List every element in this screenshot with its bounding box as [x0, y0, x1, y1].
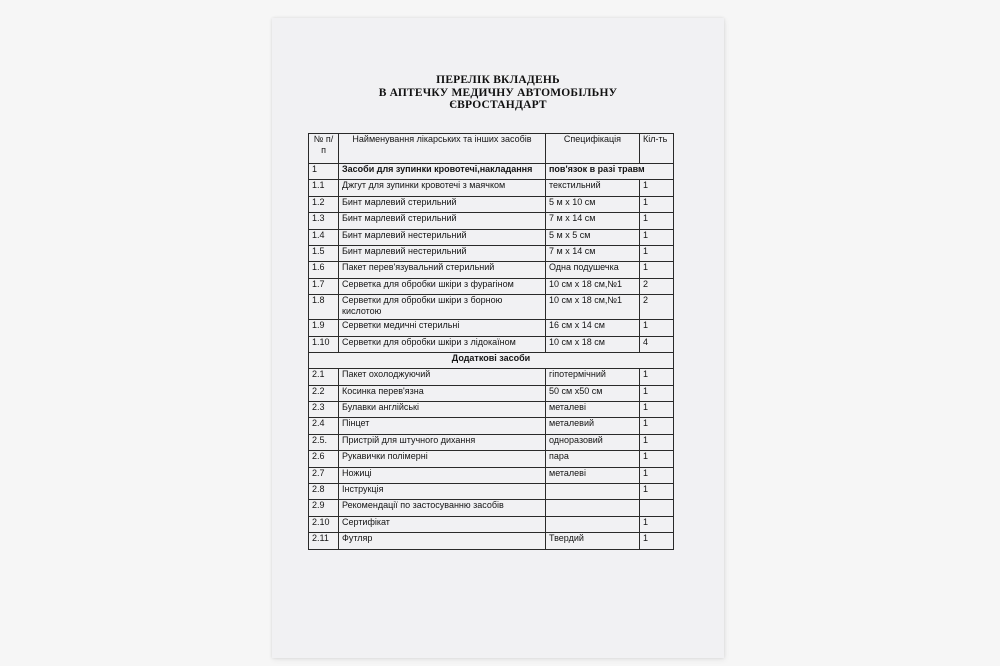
row-qty: 1	[640, 196, 674, 212]
table-row	[309, 418, 674, 434]
row-name: Бинт марлевий стерильний	[339, 196, 546, 212]
table-row	[309, 500, 674, 516]
row-spec: Твердий	[546, 533, 640, 549]
row-qty: 1	[640, 402, 674, 418]
row-num: 2.6	[309, 451, 339, 467]
title-line-1: ПЕРЕЛІК ВКЛАДЕНЬ	[436, 74, 560, 86]
table-row	[309, 320, 674, 336]
row-num: 2.3	[309, 402, 339, 418]
row-name: Пристрій для штучного дихання	[339, 434, 546, 450]
row-qty: 1	[640, 245, 674, 261]
header-name: Найменування лікарських та інших засобів	[339, 134, 546, 164]
row-num: 1.6	[309, 262, 339, 278]
row-name: Пінцет	[339, 418, 546, 434]
row-num: 1.9	[309, 320, 339, 336]
row-name: Футляр	[339, 533, 546, 549]
row-qty: 1	[640, 320, 674, 336]
row-qty: 1	[640, 229, 674, 245]
header-qty: Кіл-ть	[640, 134, 674, 164]
row-num: 1.2	[309, 196, 339, 212]
row-spec: 5 м х 5 см	[546, 229, 640, 245]
row-spec: металеві	[546, 467, 640, 483]
header-spec: Специфікація	[546, 134, 640, 164]
table-row	[309, 402, 674, 418]
row-num: 1.10	[309, 336, 339, 352]
row-spec: 5 м х 10 см	[546, 196, 640, 212]
table-row	[309, 180, 674, 196]
row-num: 1.1	[309, 180, 339, 196]
row-qty: 1	[640, 434, 674, 450]
row-qty: 1	[640, 484, 674, 500]
section-1-num: 1	[309, 164, 339, 180]
row-num: 2.2	[309, 385, 339, 401]
row-spec: 10 см х 18 см	[546, 336, 640, 352]
row-name: Рукавички полімерні	[339, 451, 546, 467]
row-qty: 1	[640, 451, 674, 467]
row-name: Бинт марлевий стерильний	[339, 213, 546, 229]
row-name: Серветки для обробки шкіри з борною кислотою	[339, 295, 546, 320]
row-qty: 1	[640, 533, 674, 549]
row-qty: 1	[640, 213, 674, 229]
row-name: Косинка перев'язна	[339, 385, 546, 401]
row-num: 1.7	[309, 278, 339, 294]
row-num: 2.4	[309, 418, 339, 434]
header-num: № п/п	[309, 134, 339, 164]
contents-table	[308, 133, 674, 550]
table-row	[309, 262, 674, 278]
row-spec: 50 см х50 см	[546, 385, 640, 401]
row-name: Бинт марлевий нестерильний	[339, 229, 546, 245]
row-qty: 1	[640, 418, 674, 434]
document-title	[272, 74, 724, 112]
row-spec: 7 м х 14 см	[546, 213, 640, 229]
table-row	[309, 385, 674, 401]
section-2-row	[309, 352, 674, 368]
row-qty: 1	[640, 369, 674, 385]
row-name: Серветки медичні стерильні	[339, 320, 546, 336]
row-num: 2.8	[309, 484, 339, 500]
row-name: Сертифікат	[339, 516, 546, 532]
row-name: Рекомендації по застосуванню засобів	[339, 500, 546, 516]
table-row	[309, 369, 674, 385]
table-row	[309, 533, 674, 549]
section-1-row	[309, 164, 674, 180]
row-name: Пакет охолоджуючий	[339, 369, 546, 385]
row-spec: 7 м х 14 см	[546, 245, 640, 261]
table-row	[309, 434, 674, 450]
row-num: 1.5	[309, 245, 339, 261]
row-name: Серветка для обробки шкіри з фурагіном	[339, 278, 546, 294]
row-qty: 1	[640, 180, 674, 196]
table-row	[309, 451, 674, 467]
row-num: 1.4	[309, 229, 339, 245]
row-spec: пара	[546, 451, 640, 467]
row-qty: 1	[640, 385, 674, 401]
row-spec: одноразовий	[546, 434, 640, 450]
row-name: Ножиці	[339, 467, 546, 483]
row-num: 2.9	[309, 500, 339, 516]
row-spec: гіпотермічний	[546, 369, 640, 385]
table-row	[309, 245, 674, 261]
table-header-row	[309, 134, 674, 164]
table-row	[309, 278, 674, 294]
row-qty: 2	[640, 295, 674, 320]
table-row	[309, 516, 674, 532]
row-name: Серветки для обробки шкіри з лідокаїном	[339, 336, 546, 352]
row-num: 2.10	[309, 516, 339, 532]
table-row	[309, 229, 674, 245]
section-2-title: Додаткові засоби	[309, 352, 674, 368]
row-spec: 16 см х 14 см	[546, 320, 640, 336]
row-spec: 10 см х 18 см,№1	[546, 295, 640, 320]
row-spec	[546, 500, 640, 516]
row-spec	[546, 484, 640, 500]
table-row	[309, 336, 674, 352]
row-qty: 4	[640, 336, 674, 352]
row-qty: 1	[640, 467, 674, 483]
row-qty: 1	[640, 516, 674, 532]
row-num: 2.11	[309, 533, 339, 549]
row-spec: Одна подушечка	[546, 262, 640, 278]
row-spec: металевий	[546, 418, 640, 434]
table-row	[309, 196, 674, 212]
row-name: Джгут для зупинки кровотечі з маячком	[339, 180, 546, 196]
title-line-3: ЄВРОСТАНДАРТ	[449, 99, 547, 111]
row-num: 2.1	[309, 369, 339, 385]
row-num: 2.5.	[309, 434, 339, 450]
row-num: 1.8	[309, 295, 339, 320]
table-row	[309, 467, 674, 483]
title-line-2: В АПТЕЧКУ МЕДИЧНУ АВТОМОБІЛЬНУ	[378, 86, 618, 99]
row-spec: текстильний	[546, 180, 640, 196]
row-qty: 2	[640, 278, 674, 294]
row-name: Пакет перев'язувальний стерильний	[339, 262, 546, 278]
row-qty	[640, 500, 674, 516]
row-name: Булавки англійські	[339, 402, 546, 418]
row-num: 1.3	[309, 213, 339, 229]
table-row	[309, 213, 674, 229]
table-row	[309, 295, 674, 320]
row-num: 2.7	[309, 467, 339, 483]
section-1-title: Засоби для зупинки кровотечі,накладання	[339, 164, 546, 180]
row-name: Інструкція	[339, 484, 546, 500]
section-1-title-cont: пов'язок в разі травм	[546, 164, 674, 180]
row-name: Бинт марлевий нестерильний	[339, 245, 546, 261]
row-spec: 10 см х 18 см,№1	[546, 278, 640, 294]
row-spec	[546, 516, 640, 532]
table-row	[309, 484, 674, 500]
row-spec: металеві	[546, 402, 640, 418]
row-qty: 1	[640, 262, 674, 278]
